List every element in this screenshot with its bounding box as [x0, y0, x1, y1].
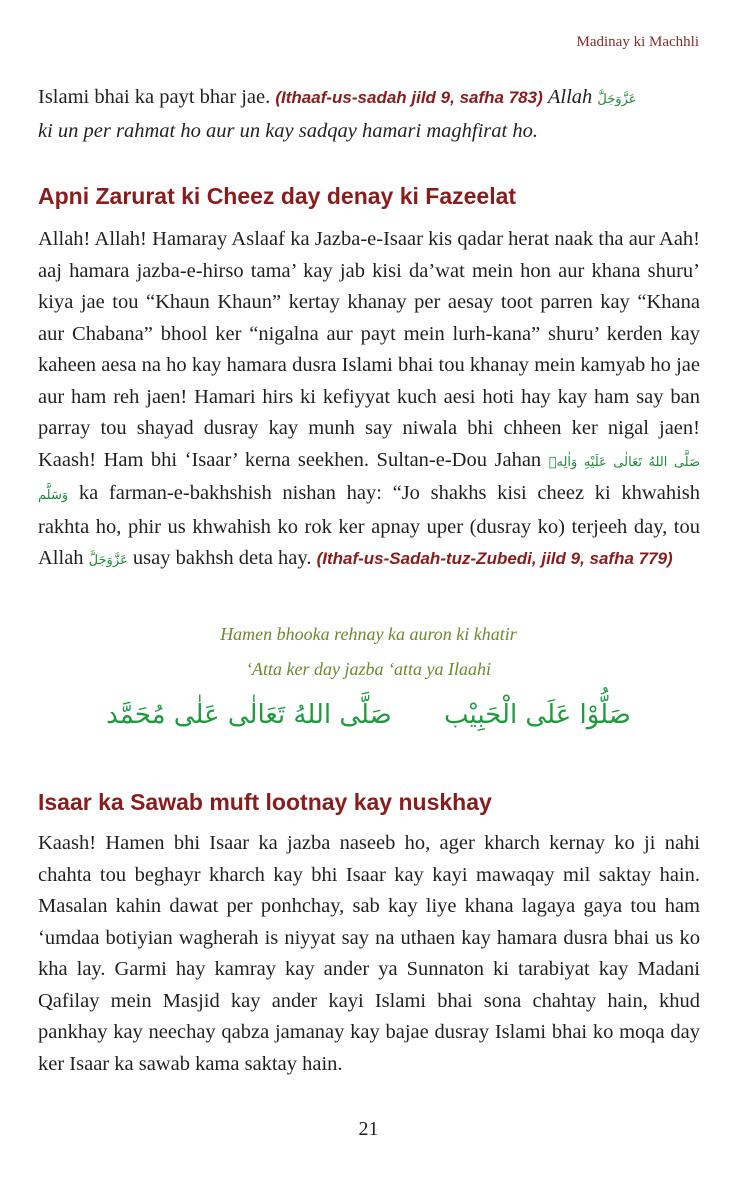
paragraph-text: Allah! Allah! Hamaray Aslaaf ka Jazba-e-Isaar kis qadar herat naak tha aur Aah! aaj hamara jazba-e-hirso tama’ kay jab kisi da’wat mein hon aur khana shuru’ kiya jae tou “Khaun Khaun” kertay khanay per aesay toot parren kay “Khana aur Chabana” bhool ker “nigalna aur payt mein lurh-kana” shuru’ kerden kay kaheen aesa na ho kay hamara dusra Islami bhai tou khanay mein kamyab ho jae aur ham reh jaen! Hamari hirs ki kefiyyat kuch aesi hoti hay kay ham say ban parray tou shayad dusray kay munh say niwala bhi chheen ker nigal jaen! Kaash! Ham bhi ‘Isaar’ kerna seekhen. Sultan-e-Dou Jahan [38, 228, 700, 471]
continuation-text: Islami bhai ka payt bhar jae. [38, 86, 271, 108]
durood-line [0, 700, 737, 730]
section-heading-isaar: Isaar ka Sawab muft lootnay kay nuskhay [38, 789, 492, 815]
poem-line-1: Hamen bhooka rehnay ka auron ki khatir [220, 624, 517, 644]
azza-wajal-honorific: عَزَّوَجَلَّ [88, 553, 128, 568]
reference-citation: (Ithaf-us-Sadah-tuz-Zubedi, jild 9, safha 779) [316, 549, 673, 568]
poem-line-2: ‘Atta ker day jazba ‘atta ya Ilaahi [246, 659, 491, 679]
section-heading-fazeelat: Apni Zarurat ki Cheez day denay ki Fazeelat [38, 183, 517, 209]
azza-wajal-honorific: عَزَّوَجَلَّ [597, 92, 637, 107]
durood-salloo: صَلُّوْا عَلَى الْحَبِيْب [444, 700, 631, 730]
continuation-line-2: ki un per rahmat ho aur un kay sadqay hamari maghfirat ho. [38, 119, 538, 142]
durood-sallallahu: صَلَّى اللهُ تَعَالٰى عَلٰى مُحَمَّد [106, 700, 392, 730]
fazeelat-paragraph [38, 224, 700, 577]
paragraph-text: Kaash! Hamen bhi Isaar ka jazba naseeb ho, ager kharch kernay ko ji nahi chahta tou beghayr kharch kay bhi Isaar kay kayi mawaqay mil saktay hain. Masalan kahin dawat per ponhchay, sab kay liye khana lagaya gaya tou ham ‘umdaa botiyian wagherah is niyyat say na uthaen kay hamara dusra bhai us ko kha lay. Garmi hay kamray kay ander ya Sunnaton ki tarabiyat kay Madani Qafilay mein Masjid kay ander kayi Islami bhai sona chahtay hain, khud pankhay kay neechay qabza jamanay kay bajae dusray Islami bhai ko moqa day ker Isaar ka sawab kama saktay hain. [38, 832, 700, 1075]
continuation-paragraph [38, 82, 700, 147]
paragraph-text: ka farman-e-bakhshish nishan hay: “Jo shakhs kisi cheez ki khwahish rakhta ho, phir us khwahish ko rok ker apnay uper (dusray ko) terjeeh day, tou Allah [38, 482, 700, 569]
reference-citation: (Ithaaf-us-sadah jild 9, safha 783) [275, 88, 543, 107]
paragraph-text: usay bakhsh deta hay. [132, 547, 312, 569]
salawat-honorific: صَلَّى اللهُ تَعَالٰى عَلَيْهِ وَاٰلِهٖ وَسَلَّم [38, 454, 701, 503]
isaar-paragraph [38, 828, 700, 1080]
page-number: 21 [358, 1118, 379, 1140]
running-header: Madinay ki Machhli [576, 34, 699, 50]
allah-word: Allah [547, 86, 593, 108]
